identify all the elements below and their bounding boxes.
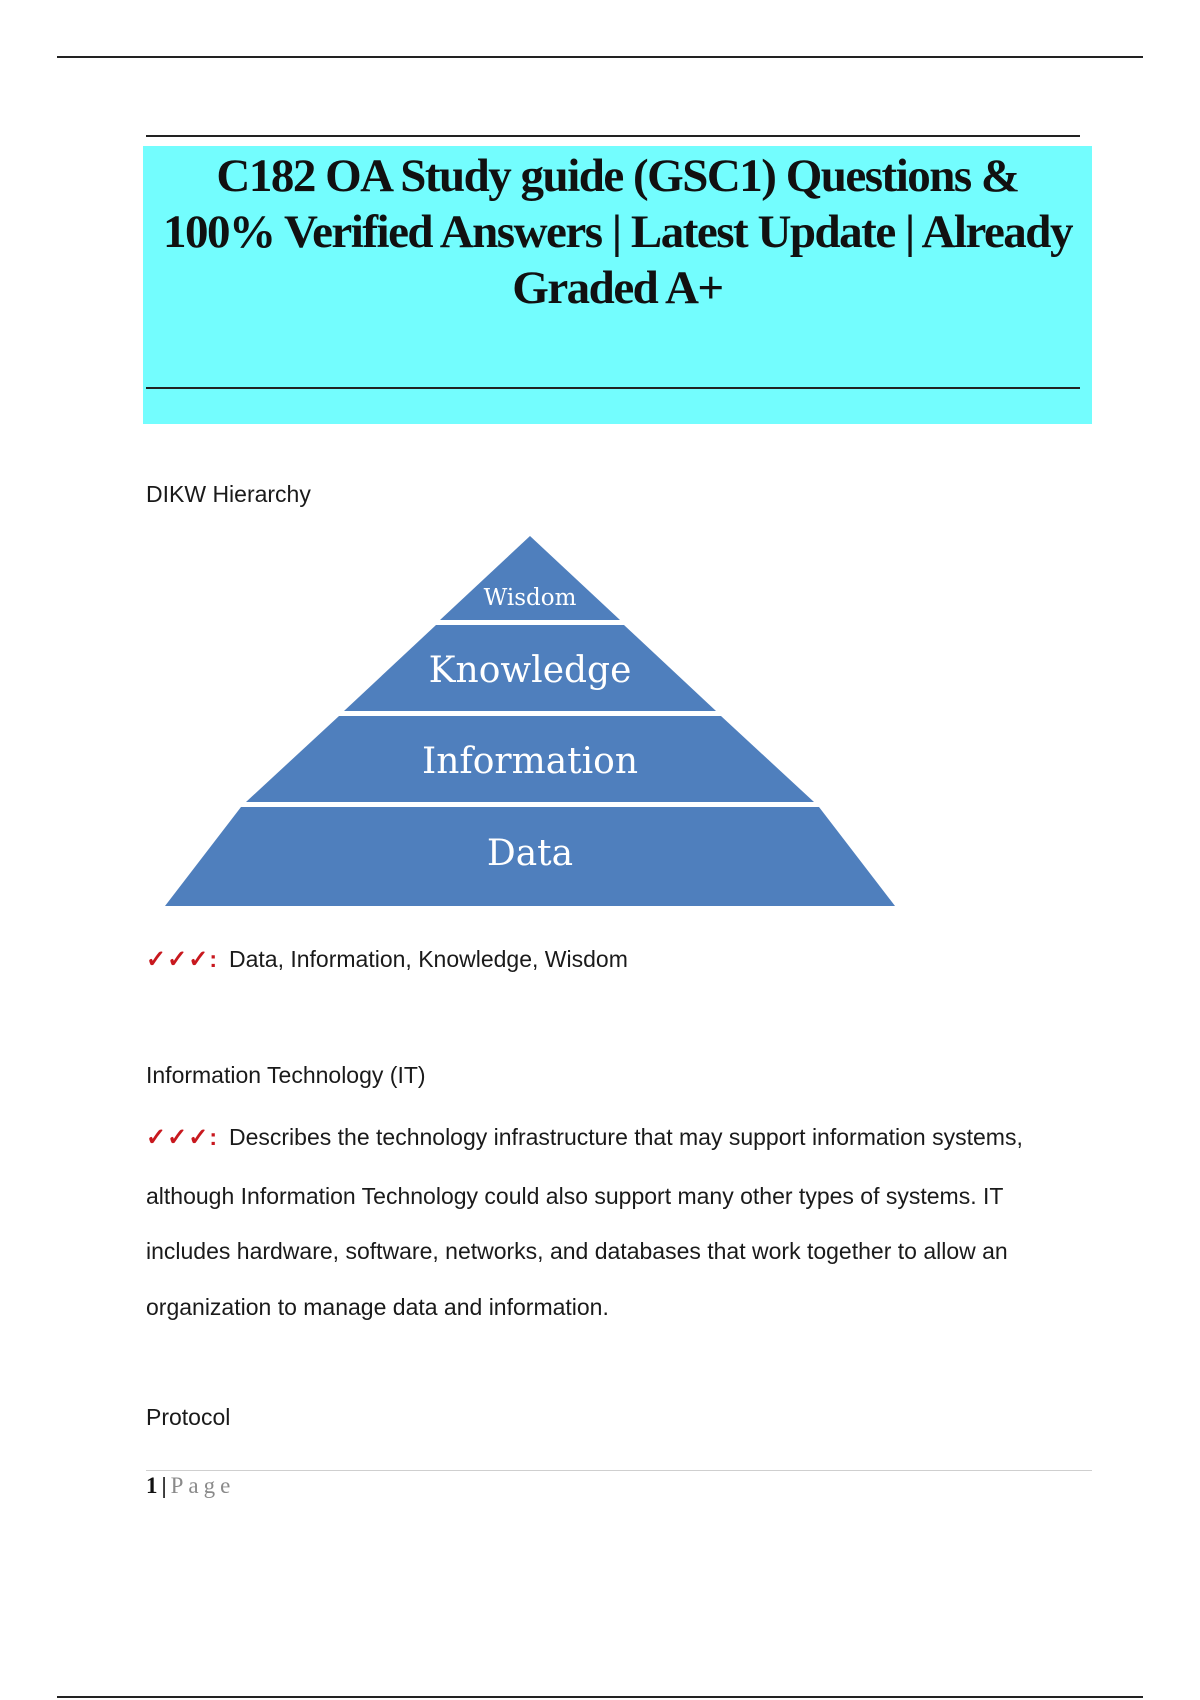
title-line-2: 100% Verified Answers | Latest Update | Already — [163, 206, 1072, 258]
title-rule-top — [146, 135, 1080, 137]
answer-colon: : — [209, 1124, 217, 1150]
question-protocol: Protocol — [146, 1404, 231, 1430]
page-number: 1 — [146, 1473, 158, 1498]
footer-rule — [146, 1470, 1092, 1471]
title-banner — [143, 146, 1092, 424]
pyramid-label-wisdom: Wisdom — [483, 585, 577, 611]
answer-it-line-1 — [146, 1123, 1023, 1152]
title-rule-bottom — [146, 387, 1080, 389]
page-label: Page — [170, 1473, 236, 1498]
top-border-rule — [57, 56, 1143, 58]
pyramid-label-knowledge: Knowledge — [428, 650, 632, 691]
pyramid-label-information: Information — [421, 741, 639, 782]
document-title — [143, 146, 1092, 316]
question-it: Information Technology (IT) — [146, 1062, 426, 1088]
answer-it-line-4: organization to manage data and information. — [146, 1294, 609, 1320]
bottom-border-rule — [57, 1696, 1143, 1698]
dikw-pyramid-diagram — [150, 530, 910, 916]
question-dikw: DIKW Hierarchy — [146, 481, 311, 507]
answer-it-line-2: although Information Technology could also support many other types of systems. IT — [146, 1183, 1004, 1209]
title-line-1: C182 OA Study guide (GSC1) Questions & — [216, 150, 1019, 202]
answer-colon: : — [209, 946, 217, 972]
page-footer — [146, 1473, 235, 1499]
footer-separator: | — [161, 1473, 167, 1498]
checkmark-icon: ✓✓✓ — [146, 946, 210, 973]
title-line-3: Graded A+ — [512, 262, 723, 314]
pyramid-label-data: Data — [486, 833, 574, 874]
answer-it-line-3: includes hardware, software, networks, and databases that work together to allow an — [146, 1238, 1008, 1264]
checkmark-icon: ✓✓✓ — [146, 1124, 210, 1151]
answer-text: Data, Information, Knowledge, Wisdom — [229, 946, 628, 972]
answer-dikw — [146, 945, 628, 974]
answer-text: Describes the technology infrastructure that may support information systems, — [229, 1124, 1023, 1150]
